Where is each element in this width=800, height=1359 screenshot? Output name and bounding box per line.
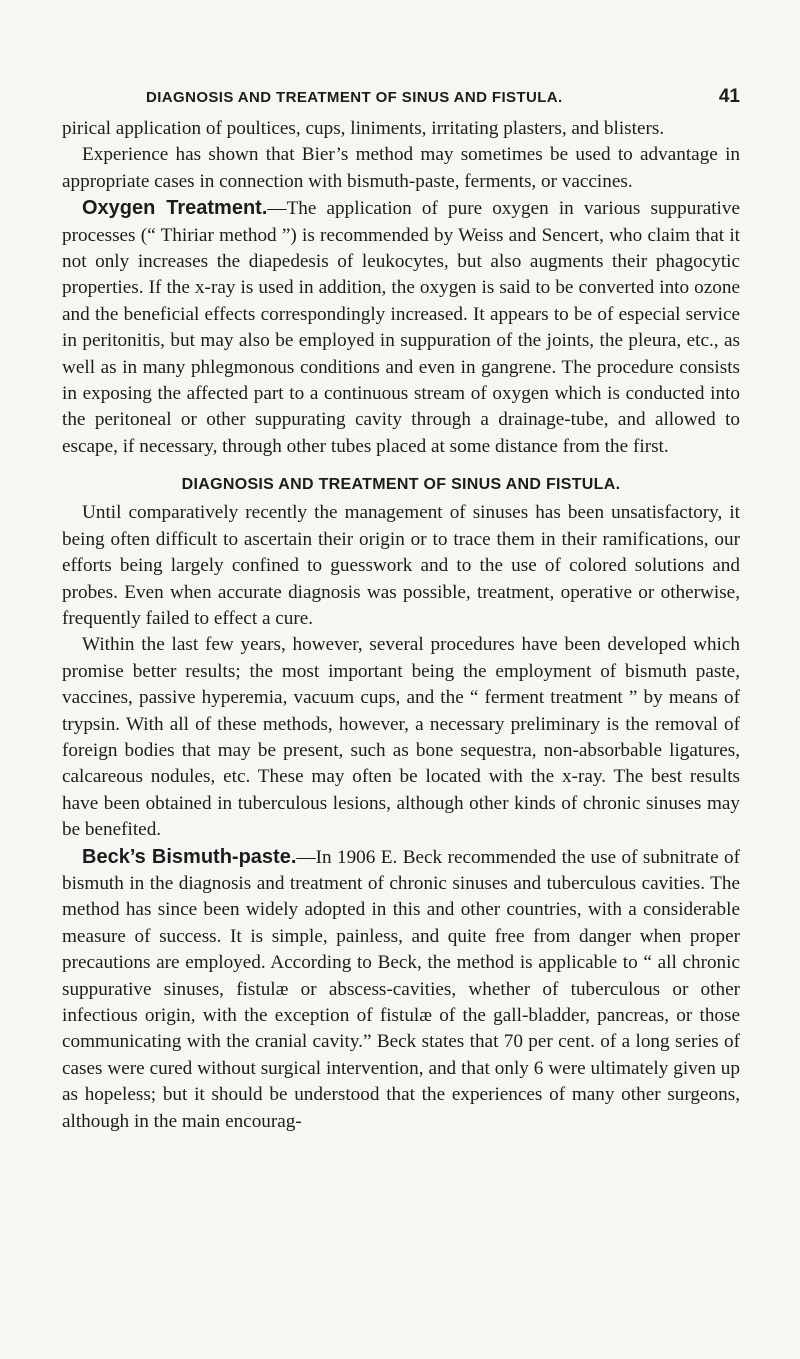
- paragraph-continuation: pirical application of poultices, cups, liniments, irritating plasters, and blisters.: [62, 118, 665, 139]
- body-text: [62, 116, 740, 1135]
- bismuth-paste-text: —In 1906 E. Beck recommended the use of subnitrate of bismuth in the diagnosis and treatment of chronic sinuses and tuberculous cavities. The method has since been widely adopted in this and other countries, with a considerable measure of success. It is simple, painless, and quite free from danger when proper precautions are employed. According to Beck, the method is applicable to “ all chronic suppurative sinuses, fistulæ or abscess-cavities, whether of tuberculous or other infectious origin, with the exception of fistulæ of the gall-bladder, pancreas, or those communicating with the cranial cavity.” Beck states that 70 per cent. of a long series of cases were cured without surgical intervention, and that only 6 were ultimately given up as hopeless; but it should be understood that the experiences of many other surgeons, although in the main encourag-: [62, 846, 740, 1132]
- paragraph-bismuth-paste: [62, 844, 740, 1135]
- paragraph-sinus-management: Until comparatively recently the management of sinuses has been unsatisfactory, it being often difficult to ascertain their origin or to trace them in their ramifications, our efforts being largely confined to guesswork and to the use of colored solutions and probes. Even when accurate diagnosis was possible, treatment, operative or otherwise, frequently failed to effect a cure.: [62, 502, 740, 629]
- page-header: [62, 86, 740, 108]
- run-in-heading-oxygen: Oxygen Treatment.: [82, 197, 268, 220]
- run-in-heading-bismuth: Beck’s Bismuth-paste.: [82, 845, 297, 868]
- paragraph-oxygen-treatment: [62, 195, 740, 460]
- paragraph-recent-procedures: Within the last few years, however, several procedures have been developed which promise better results; the most important being the employment of bismuth paste, vaccines, passive hyperemia, vacuum cups, and the “ ferment treatment ” by means of trypsin. With all of these methods, however, a necessary preliminary is the removal of foreign bodies that may be present, such as bone sequestra, non-absorbable ligatures, calcareous nodules, etc. These may often be located with the x-ray. The best results have been obtained in tuberculous lesions, although other kinds of chronic sinuses may be benefited.: [62, 634, 740, 841]
- paragraph-bier-method: Experience has shown that Bier’s method may sometimes be used to advantage in appropriate cases in connection with bismuth-paste, ferments, or vaccines.: [62, 144, 740, 192]
- page-number: 41: [718, 86, 740, 107]
- running-head: DIAGNOSIS AND TREATMENT OF SINUS AND FISTULA.: [146, 89, 563, 106]
- oxygen-treatment-text: —The application of pure oxygen in various suppurative processes (“ Thiriar method ”) is recommended by Weiss and Sencert, who claim that it not only increases the diapedesis of leukocytes, but also augments their phagocytic properties. If the x-ray is used in addition, the oxygen is said to be converted into ozone and the beneficial effects correspondingly increased. It appears to be of especial service in peritonitis, but may also be employed in suppuration of the joints, the pleura, etc., as well as in many phlegmonous conditions and even in gangrene. The procedure consists in exposing the affected part to a continuous stream of oxygen which is conducted into the peritoneal or other suppurating cavity through a drainage-tube, and allowed to escape, if necessary, through other tubes placed at some distance from the first.: [62, 198, 740, 457]
- section-heading: DIAGNOSIS AND TREATMENT OF SINUS AND FISTULA.: [181, 476, 621, 494]
